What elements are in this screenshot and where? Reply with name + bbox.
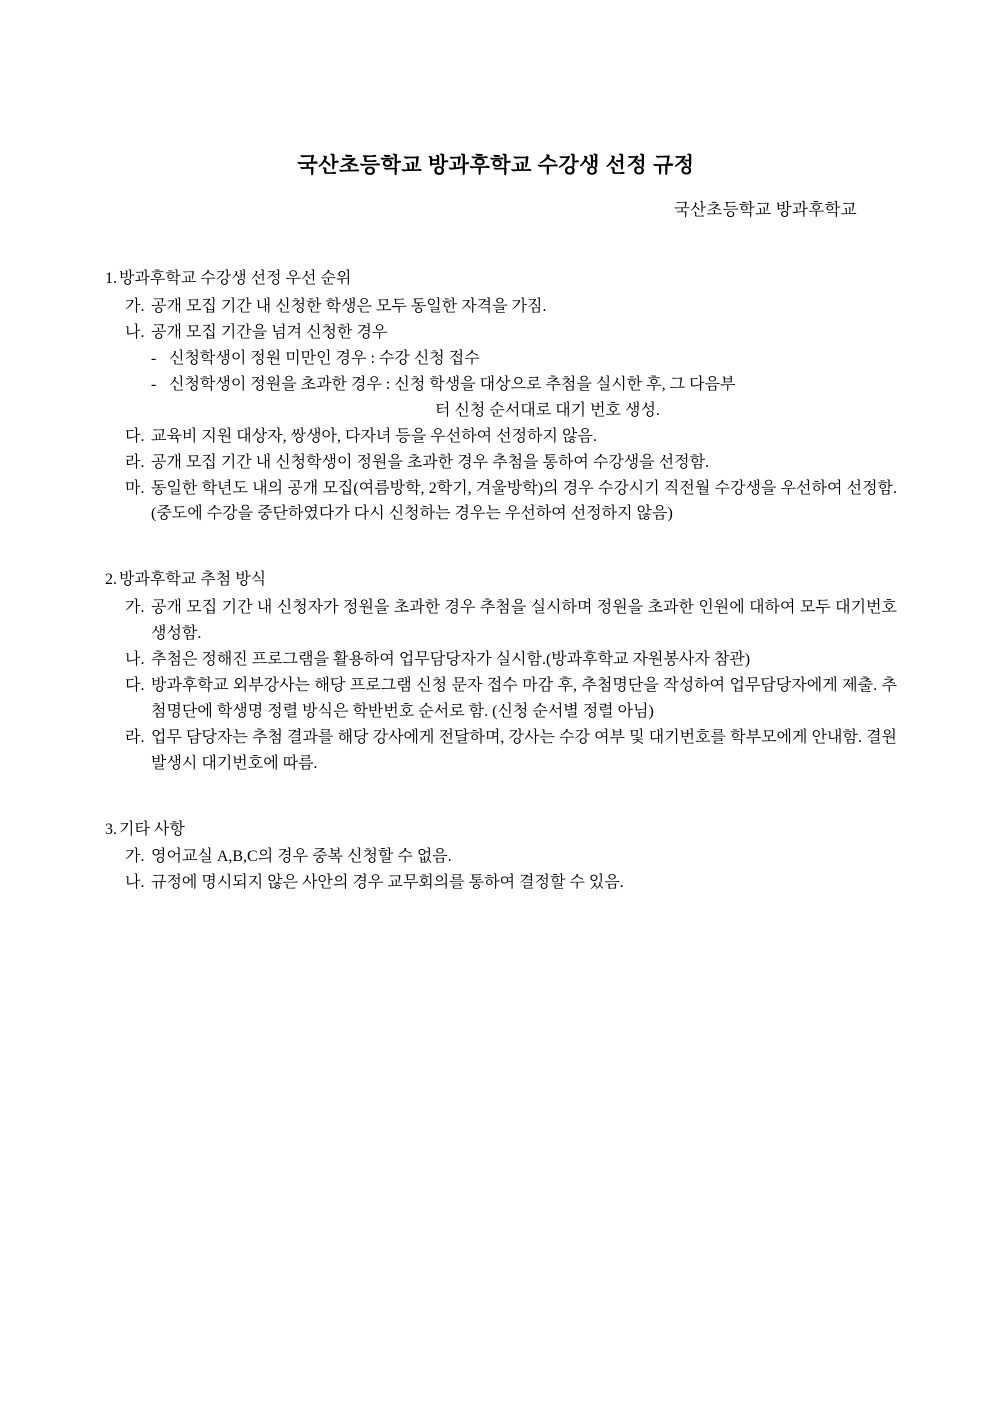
list-item-text: 공개 모집 기간을 넘겨 신청한 경우 — [151, 324, 388, 342]
page-title: 국산초등학교 방과후학교 수강생 선정 규정 — [297, 153, 695, 177]
section-2-title: 방과후학교 추첨 방식 — [119, 571, 267, 589]
list-item-marker: 가. — [125, 848, 145, 866]
list-item — [95, 870, 897, 896]
list-item-marker: 가. — [125, 298, 145, 316]
list-item-marker: 나. — [125, 324, 145, 342]
list-item-marker: 나. — [125, 874, 145, 892]
list-item — [95, 595, 897, 647]
list-item — [95, 424, 897, 450]
list-subitem-continuation: 터 신청 순서대로 대기 번호 생성. — [435, 401, 660, 419]
section-3-title: 기타 사항 — [119, 820, 185, 838]
section-gap — [95, 803, 897, 817]
list-item-text: 업무 담당자는 추첨 결과를 해당 강사에게 전달하며, 강사는 수강 여부 및 대기번호를 학부모에게 안내함. 결원 발생시 대기번호에 따름. — [151, 728, 897, 772]
section-gap — [95, 553, 897, 567]
list-item-marker: 가. — [125, 599, 145, 617]
section-1-title: 방과후학교 수강생 선정 우선 순위 — [119, 270, 352, 288]
list-item — [95, 673, 897, 725]
list-item-text: 동일한 학년도 내의 공개 모집(여름방학, 2학기, 겨울방학)의 경우 수강시기 직전월 수강생을 우선하여 선정함. (중도에 수강을 중단하였다가 다시 신청하는 경우는 우선하여 선정하지 않음) — [151, 479, 897, 523]
section-1-heading — [95, 266, 897, 292]
section-3 — [95, 817, 897, 897]
list-item-marker: 다. — [125, 676, 145, 694]
list-subitem — [95, 346, 897, 372]
list-item-text: 공개 모집 기간 내 신청자가 정원을 초과한 경우 추첨을 실시하며 정원을 초과한 인원에 대하여 모두 대기번호 생성함. — [151, 599, 897, 643]
document-body — [95, 266, 897, 896]
list-item — [95, 725, 897, 777]
section-2 — [95, 567, 897, 776]
section-1-number: 1. — [105, 270, 117, 288]
list-item-text: 교육비 지원 대상자, 쌍생아, 다자녀 등을 우선하여 선정하지 않음. — [151, 427, 597, 445]
list-subitem-text: 신청학생이 정원을 초과한 경우 : 신청 학생을 대상으로 추첨을 실시한 후, 그 다음부 — [169, 375, 736, 393]
list-item-text: 규정에 명시되지 않은 사안의 경우 교무회의를 통하여 결정할 수 있음. — [151, 874, 624, 892]
list-item-marker: 라. — [125, 728, 145, 746]
list-item-text: 방과후학교 외부강사는 해당 프로그램 신청 문자 접수 마감 후, 추첨명단을 작성하여 업무담당자에게 제출. 추첨명단에 학생명 정렬 방식은 학반번호 순서로 함. (신청 순서별 정렬 아님) — [151, 676, 897, 720]
list-subitem — [95, 372, 897, 398]
list-subitem-marker: - — [151, 349, 157, 367]
list-item — [95, 844, 897, 870]
section-3-number: 3. — [105, 820, 117, 838]
list-item — [95, 450, 897, 476]
list-item-text: 영어교실 A,B,C의 경우 중복 신청할 수 없음. — [151, 848, 452, 866]
list-item — [95, 294, 897, 320]
list-item — [95, 320, 897, 346]
section-1 — [95, 266, 897, 527]
list-item-marker: 나. — [125, 651, 145, 669]
list-item-marker: 다. — [125, 427, 145, 445]
section-2-heading — [95, 567, 897, 593]
list-item-text: 공개 모집 기간 내 신청학생이 정원을 초과한 경우 추첨을 통하여 수강생을 선정함. — [151, 453, 710, 471]
section-3-heading — [95, 817, 897, 843]
list-item-text: 추첨은 정해진 프로그램을 활용하여 업무담당자가 실시함.(방과후학교 자원봉사자 참관) — [151, 651, 751, 669]
list-item-text: 공개 모집 기간 내 신청한 학생은 모두 동일한 자격을 가짐. — [151, 298, 547, 316]
document-issuer: 국산초등학교 방과후학교 — [673, 199, 857, 219]
section-2-number: 2. — [105, 571, 117, 589]
list-subitem-text: 신청학생이 정원 미만인 경우 : 수강 신청 접수 — [169, 349, 480, 367]
list-item-marker: 마. — [125, 479, 145, 497]
list-item-marker: 라. — [125, 453, 145, 471]
list-subitem-marker: - — [151, 375, 157, 393]
list-item — [95, 647, 897, 673]
list-item — [95, 476, 897, 528]
